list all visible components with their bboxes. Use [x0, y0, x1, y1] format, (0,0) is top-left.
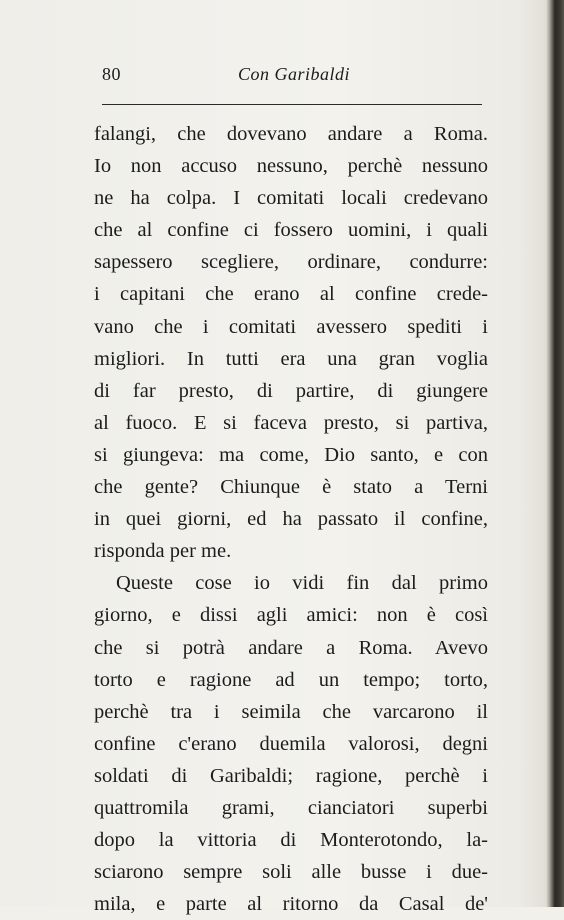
- text-line: risponda per me.: [94, 540, 232, 563]
- paragraph-first-line: Queste cose io vidi fin dal primo: [116, 572, 488, 595]
- text-line: torto e ragione ad un tempo; torto,: [94, 668, 488, 691]
- text-line: che si potrà andare a Roma. Avevo: [94, 636, 488, 659]
- text-line: ne ha colpa. I comitati locali credevano: [94, 187, 488, 210]
- text-line: perchè tra i seimila che varcarono il: [94, 700, 488, 723]
- text-line: i capitani che erano al confine crede-: [94, 283, 488, 306]
- page-header: [102, 64, 482, 88]
- text-line: giorno, e dissi agli amici: non è così: [94, 604, 488, 627]
- header-rule: [102, 104, 482, 105]
- page-number: 80: [102, 64, 121, 84]
- text-line: di far presto, di partire, di giungere: [94, 379, 488, 402]
- text-line: in quei giorni, ed ha passato il confine,: [94, 508, 488, 531]
- text-line: falangi, che dovevano andare a Roma.: [94, 123, 488, 145]
- text-line: soldati di Garibaldi; ragione, perchè i: [94, 764, 488, 787]
- text-line: si giungeva: ma come, Dio santo, e con: [94, 443, 488, 466]
- text-line: mila, e parte al ritorno da Casal de': [94, 893, 488, 916]
- text-line: che al confine ci fossero uomini, i quali: [94, 219, 488, 242]
- text-line: vano che i comitati avessero spediti i: [94, 315, 488, 338]
- book-spine: [550, 0, 564, 907]
- text-line: sciarono sempre soli alle busse i due-: [94, 861, 488, 884]
- text-line: migliori. In tutti era una gran voglia: [94, 347, 488, 370]
- text-line: confine c'erano duemila valorosi, degni: [94, 732, 488, 755]
- text-line: al fuoco. E si faceva presto, si partiva,: [94, 411, 488, 434]
- body-text: [94, 118, 488, 920]
- text-line: sapessero scegliere, ordinare, condurre:: [94, 251, 488, 274]
- running-title: Con Garibaldi: [238, 64, 351, 84]
- text-line: dopo la vittoria di Monterotondo, la-: [94, 829, 488, 852]
- text-line: Io non accuso nessuno, perchè nessuno: [94, 155, 488, 178]
- text-line: quattromila grami, cianciatori superbi: [94, 796, 488, 819]
- text-line: che gente? Chiunque è stato a Terni: [94, 476, 488, 499]
